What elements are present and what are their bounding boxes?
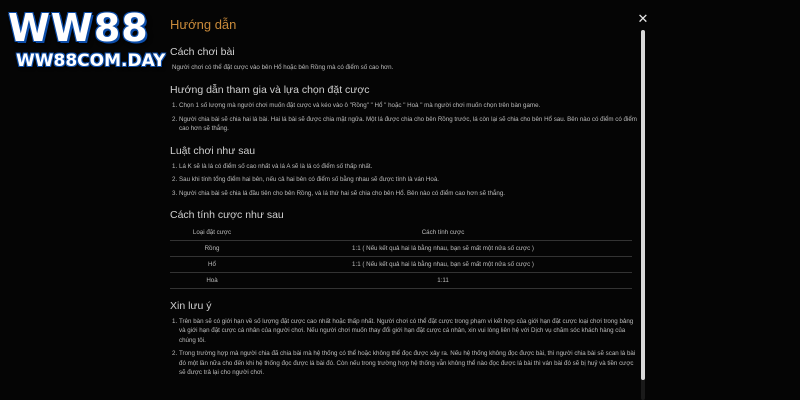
section-heading-notes: Xin lưu ý [170,299,212,312]
close-icon[interactable]: ✕ [637,11,649,26]
payout-calc: 1:11 [254,272,632,288]
payout-table [170,226,632,289]
bet-type-tiger: Hổ [170,256,254,272]
list-item: 1. Trên bàn sẽ có giới hạn về số lượng đặt cược cao nhất hoặc thấp nhất. Người chơi có thể đặt cược trong phạm vi kết hợp của giới hạn đặt cược loại chơi trong bảng và giới hạn đặt cược cá nhân của người chơi. Nếu người chơi muốn thay đổi giới hạn đặt cược cá nhân, xin vui lòng liên hệ với Dịch vụ chăm sóc khách hàng của chúng tôi. [172,317,634,344]
section-heading-how-to-play: Cách chơi bài [170,46,235,58]
logo-wordmark: WW88 [8,6,149,50]
payout-calc: 1:1 ( Nếu kết quả hai lá bằng nhau, bạn sẽ mất một nửa số cược ) [254,256,632,272]
rules-list [172,162,638,199]
list-item: 1. Lá K sẽ là lá có điểm số cao nhất và lá A sẽ là lá có điểm số thấp nhất. [172,162,373,170]
list-item: 2. Người chia bài sẽ chia hai lá bài. Hai lá bài sẽ được chia mặt ngửa. Một lá được chia cho bên Rồng trước, lá còn lại sẽ chia cho bên Hổ sau. Bên nào có điểm có điểm cao hơn sẽ thắng. [172,115,637,132]
notes-list [172,317,638,378]
how-to-play-text: Người chơi có thể đặt cược vào bên Hổ hoặc bên Rồng mà có điểm số cao hơn. [172,64,394,71]
bet-type-dragon: Rồng [170,240,254,256]
table-row [170,272,632,288]
bet-type-tie: Hoà [170,272,254,288]
logo-domain: WW88COM.DAY [16,51,166,71]
section-heading-join-guide: Hướng dẫn tham gia và lựa chọn đặt cược [170,84,370,96]
page-title: Hướng dẫn [170,17,237,32]
list-item: 1. Chọn 1 số lượng mà người chơi muốn đặt cược và kéo vào ô "Rồng" " Hổ " hoặc " Hoà " mà người chơi muốn chọn trên bàn game. [172,102,541,109]
guide-modal [160,8,654,400]
section-heading-payout: Cách tính cược như sau [170,209,284,221]
table-row [170,256,632,272]
payout-calc: 1:1 ( Nếu kết quả hai lá bằng nhau, bạn sẽ mất một nửa số cược ) [254,240,632,256]
table-row [170,240,632,256]
section-heading-rules: Luật chơi như sau [170,144,256,157]
join-guide-list [172,101,638,134]
list-item: 2. Trong trường hợp mà người chia đã chia bài mà hệ thống có thể hoặc không thể đọc được xảy ra. Nếu hệ thống không đọc được bài, thì người chia bài sẽ scan lá bài đó một lần nữa cho đến khi hệ thống đọc được lá bài đó. Còn nếu trong trường hợp hệ thống vẫn không thể nào đọc được lá bài thì ván bài đó sẽ bị huỷ và tiền cược sẽ được trả lại cho người chơi. [172,350,636,376]
guide-content [170,8,638,382]
column-header-bet-type: Loại đặt cược [170,226,254,240]
list-item: 2. Sau khi tính tổng điểm hai bên, nếu cả hai bên có điểm số bằng nhau sẽ được tính là ván Hoà. [172,176,439,183]
list-item: 3. Người chia bài sẽ chia lá đầu tiên cho bên Rồng, và lá thứ hai sẽ chia cho bên Hổ. Bên nào có điểm cao hơn sẽ thắng. [172,189,505,197]
brand-logo [8,6,165,72]
column-header-calculation: Cách tính cược [254,226,632,240]
table-header-row [170,226,632,240]
